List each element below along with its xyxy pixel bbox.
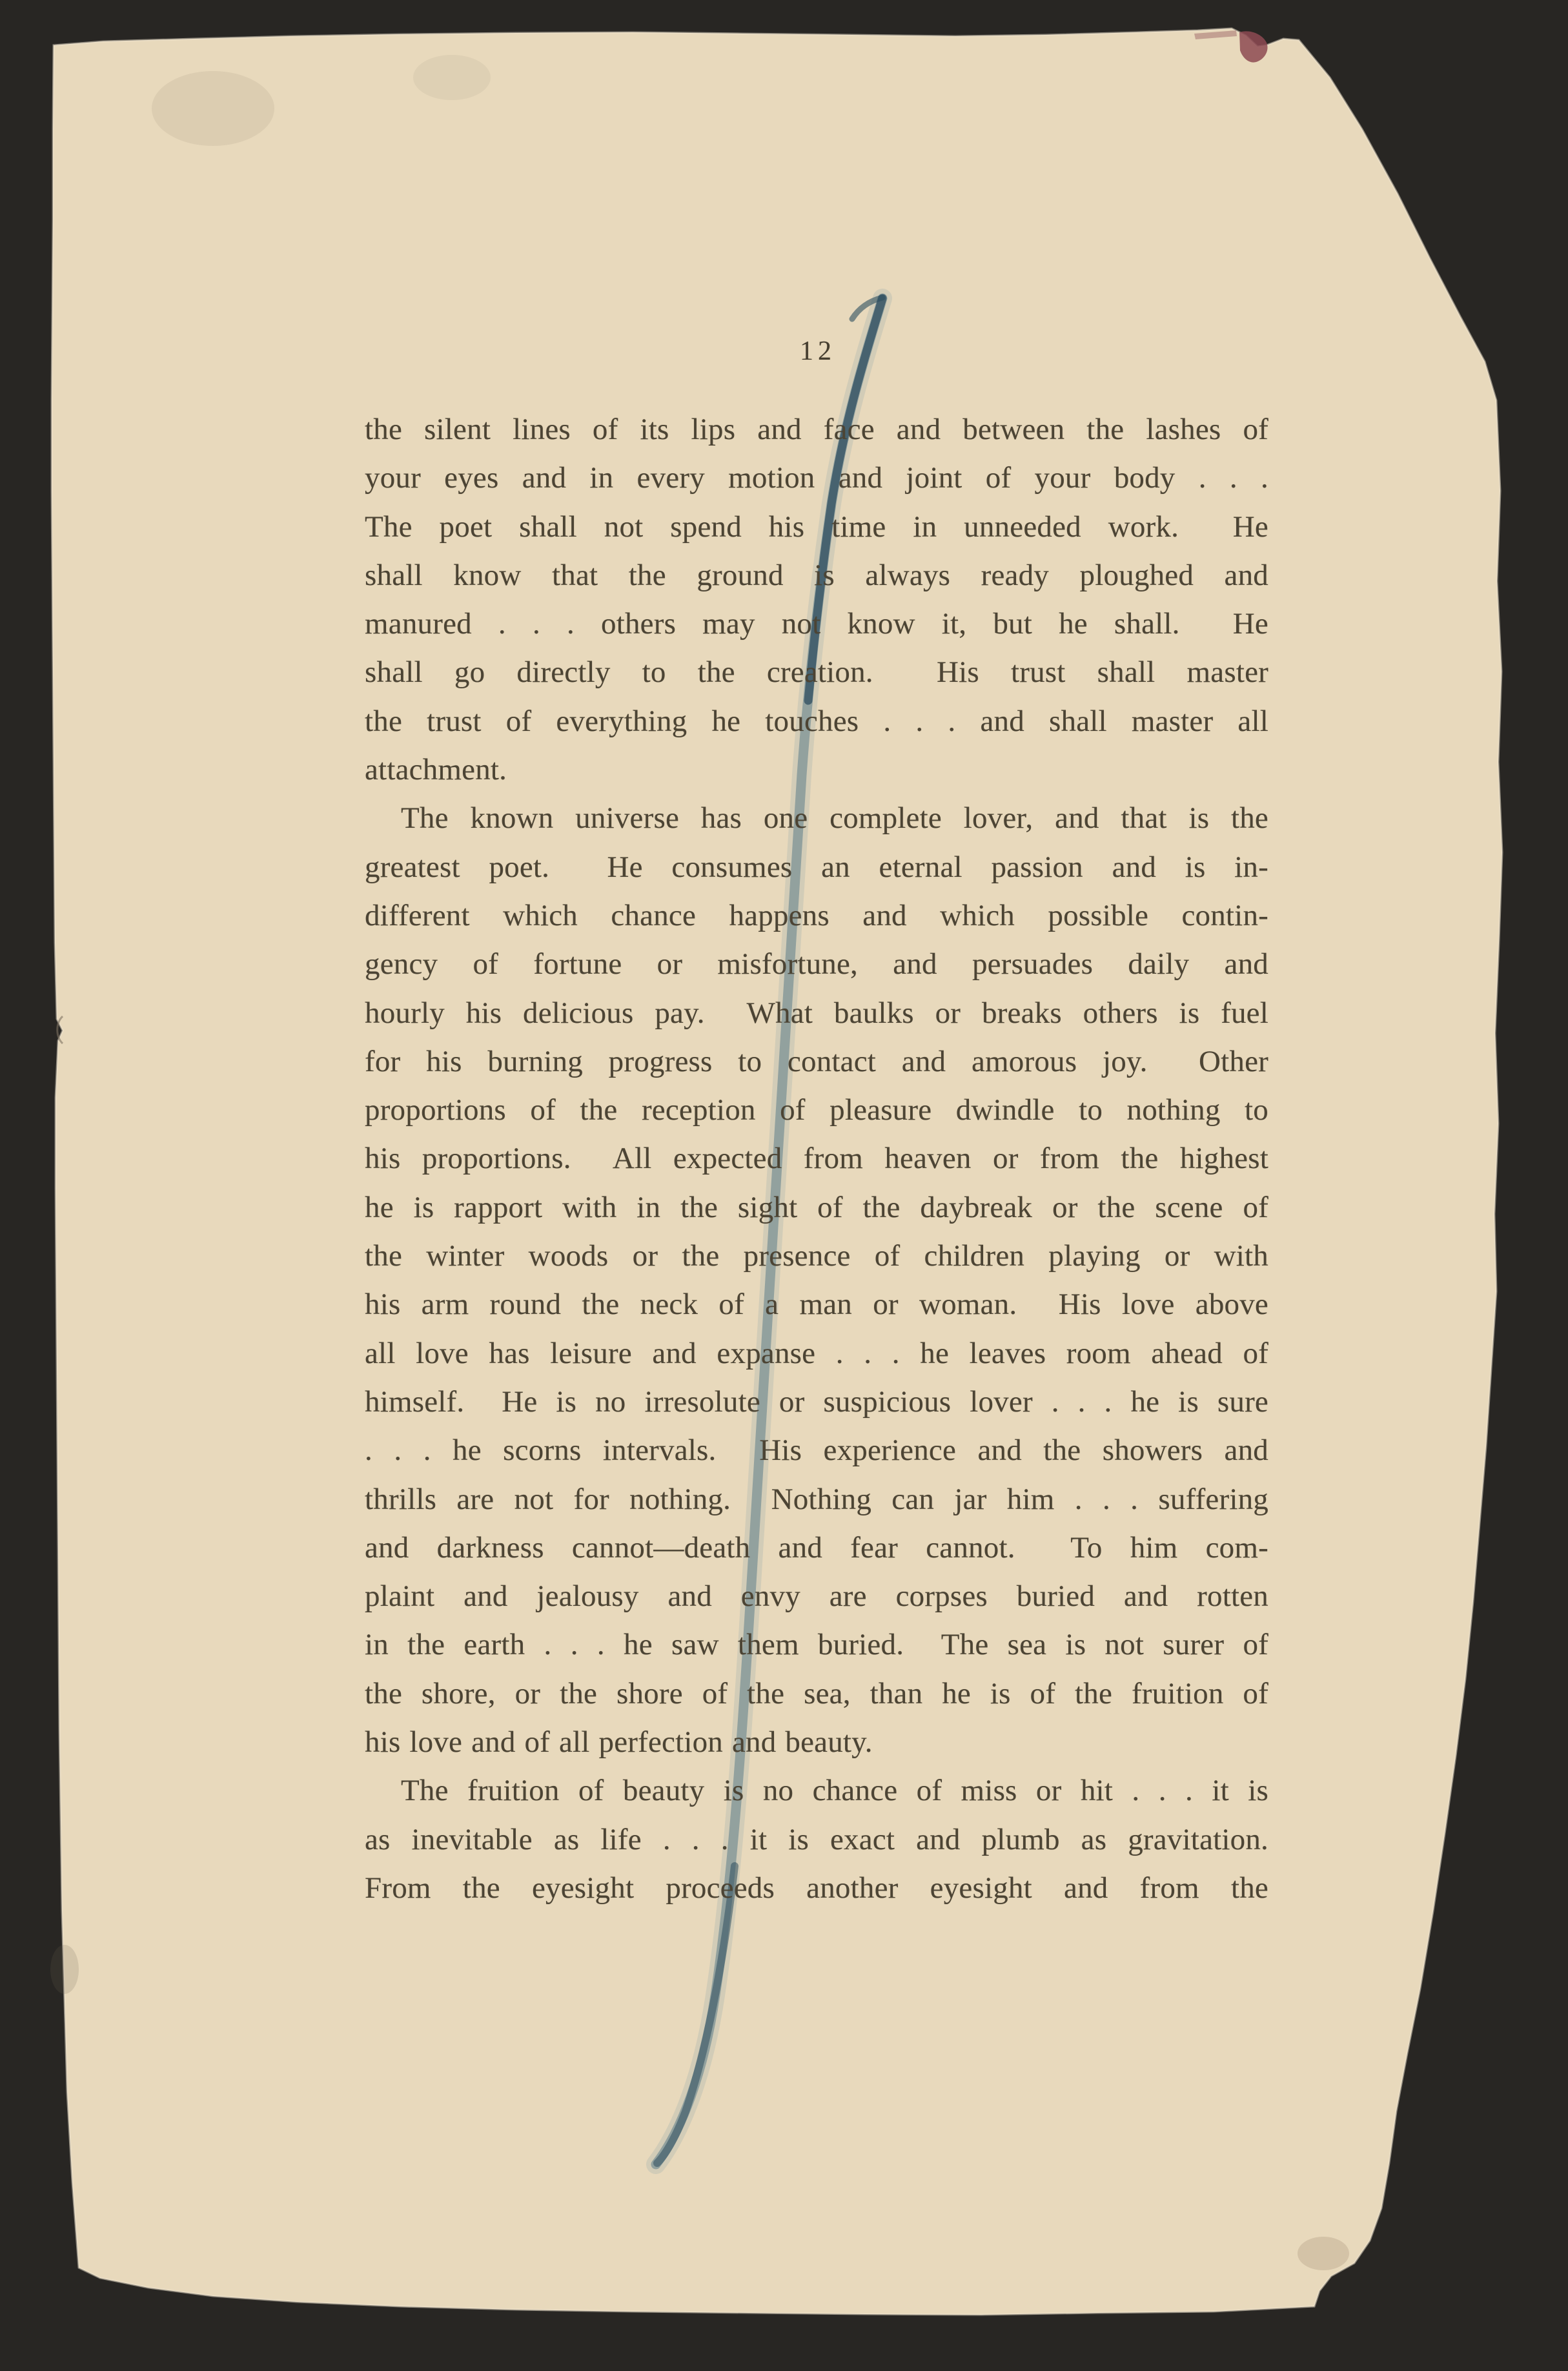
text-line: plaint and jealousy and envy are corpses buried and rotten bbox=[365, 1579, 1268, 1614]
text-line: in the earth . . . he saw them buried. The sea is not surer of bbox=[365, 1628, 1268, 1662]
text-line: he is rapport with in the sight of the daybreak or the scene of bbox=[365, 1190, 1268, 1224]
page-number: 12 bbox=[800, 336, 836, 366]
text-line: himself. He is no irresolute or suspicious lover . . . he is sure bbox=[365, 1384, 1268, 1419]
text-line: manured . . . others may not know it, but he shall. He bbox=[365, 607, 1268, 641]
text-line: attachment. bbox=[365, 753, 507, 787]
paper-smudge bbox=[50, 1945, 79, 1994]
paper-smudge bbox=[413, 55, 491, 100]
paper-smudge bbox=[1298, 2237, 1349, 2270]
text-line: the silent lines of its lips and face and between the lashes of bbox=[365, 413, 1268, 446]
text-line: and darkness cannot—death and fear cannot. To him com- bbox=[365, 1530, 1268, 1565]
text-line: the winter woods or the presence of children playing or with bbox=[365, 1239, 1268, 1273]
text-line: all love has leisure and expanse . . . he leaves room ahead of bbox=[365, 1336, 1268, 1370]
text-line: different which chance happens and which possible contin- bbox=[365, 898, 1268, 932]
text-line: The fruition of beauty is no chance of miss or hit . . . it is bbox=[401, 1774, 1268, 1808]
text-line: The poet shall not spend his time in unneeded work. He bbox=[365, 509, 1268, 544]
text-line: greatest poet. He consumes an eternal passion and is in- bbox=[365, 850, 1268, 884]
text-line: the shore, or the shore of the sea, than he is of the fruition of bbox=[365, 1676, 1268, 1710]
text-line: shall go directly to the creation. His trust shall master bbox=[365, 655, 1268, 690]
text-line: for his burning progress to contact and amorous joy. Other bbox=[365, 1044, 1268, 1078]
text-line: the trust of everything he touches . . . and shall master all bbox=[365, 704, 1268, 738]
text-line: as inevitable as life . . . it is exact and plumb as gravitation. bbox=[365, 1822, 1268, 1856]
text-line: The known universe has one complete lover, and that is the bbox=[401, 801, 1268, 836]
page-text bbox=[365, 405, 1268, 1913]
text-line: his proportions. All expected from heaven or from the highest bbox=[365, 1142, 1268, 1176]
text-line: gency of fortune or misfortune, and persuades daily and bbox=[365, 947, 1268, 981]
text-line: shall know that the ground is always ready ploughed and bbox=[365, 558, 1268, 592]
text-line: thrills are not for nothing. Nothing can jar him . . . suffering bbox=[365, 1482, 1268, 1516]
text-line: . . . he scorns intervals. His experience and the showers and bbox=[365, 1433, 1268, 1468]
text-line: hourly his delicious pay. What baulks or breaks others is fuel bbox=[365, 996, 1268, 1030]
text-line: his love and of all perfection and beauty. bbox=[365, 1725, 873, 1760]
paper-smudge bbox=[152, 71, 274, 146]
text-line: From the eyesight proceeds another eyesight and from the bbox=[365, 1871, 1268, 1905]
text-line: your eyes and in every motion and joint of your body . . . bbox=[365, 461, 1268, 495]
text-line: proportions of the reception of pleasure dwindle to nothing to bbox=[365, 1093, 1268, 1127]
text-line: his arm round the neck of a man or woman. His love above bbox=[365, 1288, 1268, 1322]
